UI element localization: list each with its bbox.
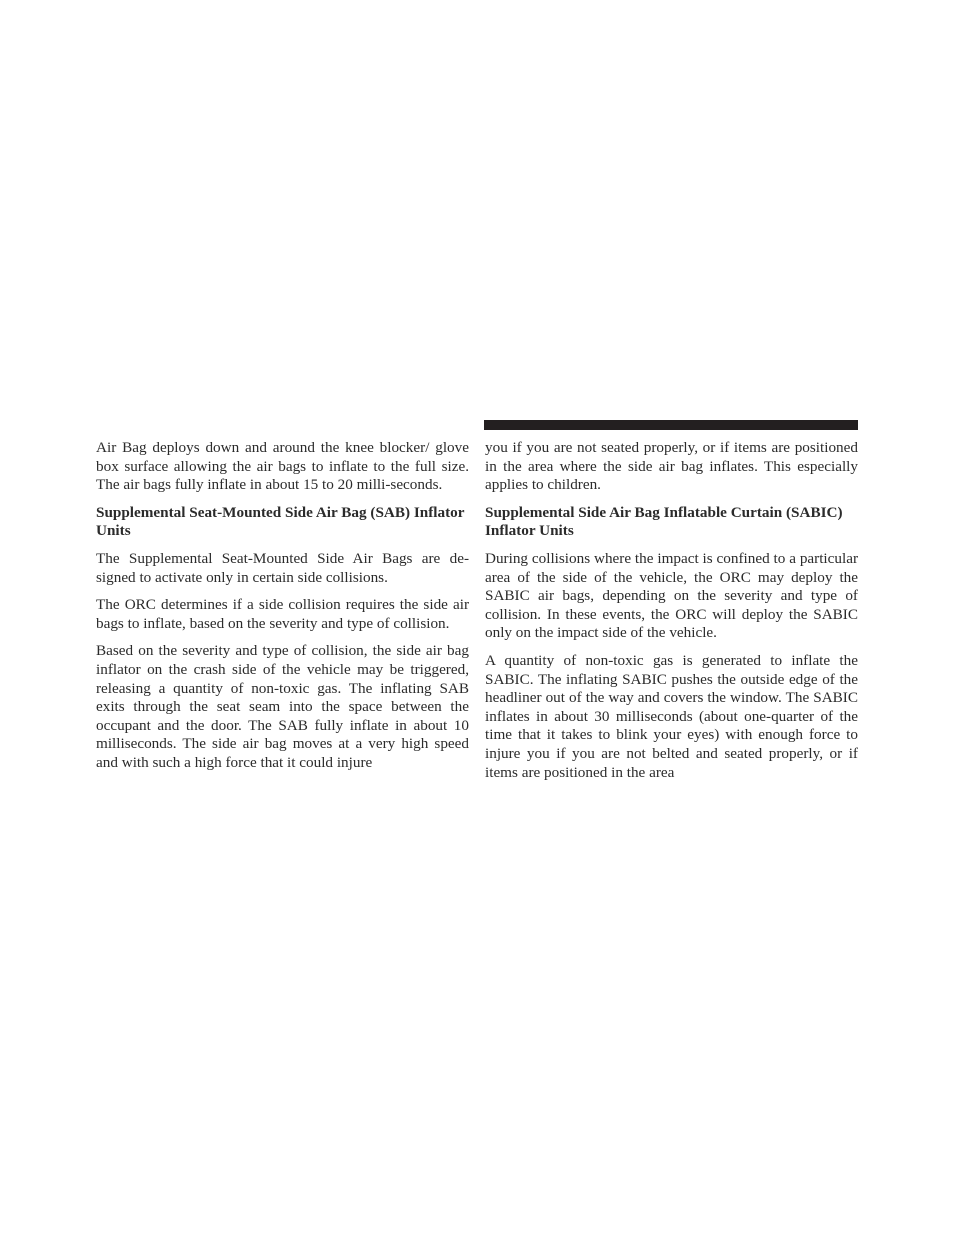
left-column: [96, 439, 469, 782]
right-paragraph-1: you if you are not seated properly, or if items are positioned in the area where the side air bag inflates. This especially applies to children.: [485, 439, 858, 494]
left-paragraph-4: Based on the severity and type of collision, the side air bag inflator on the crash side of the vehicle may be triggered, releasing a quantity of non-toxic gas. The inflating SAB exits through the seat seam into the space between the occupant and the door. The SAB fully inflate in about 10 milliseconds. The side air bag moves at a very high speed and with such a high force that it could injure: [96, 642, 469, 771]
left-heading-sab: Supplemental Seat-Mounted Side Air Bag (SAB) Inflator Units: [96, 503, 465, 540]
section-header-bar: [484, 420, 858, 430]
left-paragraph-2: The Supplemental Seat-Mounted Side Air Bags are de-signed to activate only in certain side collisions.: [96, 549, 469, 586]
left-paragraph-1: Air Bag deploys down and around the knee blocker/ glove box surface allowing the air bags to inflate to the full size. The air bags fully inflate in about 15 to 20 milli-seconds.: [96, 439, 469, 494]
right-paragraph-3: A quantity of non-toxic gas is generated to inflate the SABIC. The inflating SABIC pushes the outside edge of the headliner out of the way and covers the window. The SABIC inflates in about 30 milliseconds (about one-quarter of the time that it takes to blink your eyes) with enough force to injure you if you are not belted and seated properly, or if items are positioned in the area: [485, 651, 858, 781]
right-heading-sabic: Supplemental Side Air Bag Inflatable Curtain (SABIC) Inflator Units: [485, 503, 843, 540]
right-column: [485, 439, 858, 791]
right-paragraph-2: During collisions where the impact is confined to a particular area of the side of the vehicle, the ORC may deploy the SABIC air bags, depending on the severity and type of collision. In these events, the ORC will deploy the SABIC only on the impact side of the vehicle.: [485, 549, 858, 642]
left-paragraph-3: The ORC determines if a side collision requires the side air bags to inflate, based on the severity and type of collision.: [96, 596, 469, 632]
